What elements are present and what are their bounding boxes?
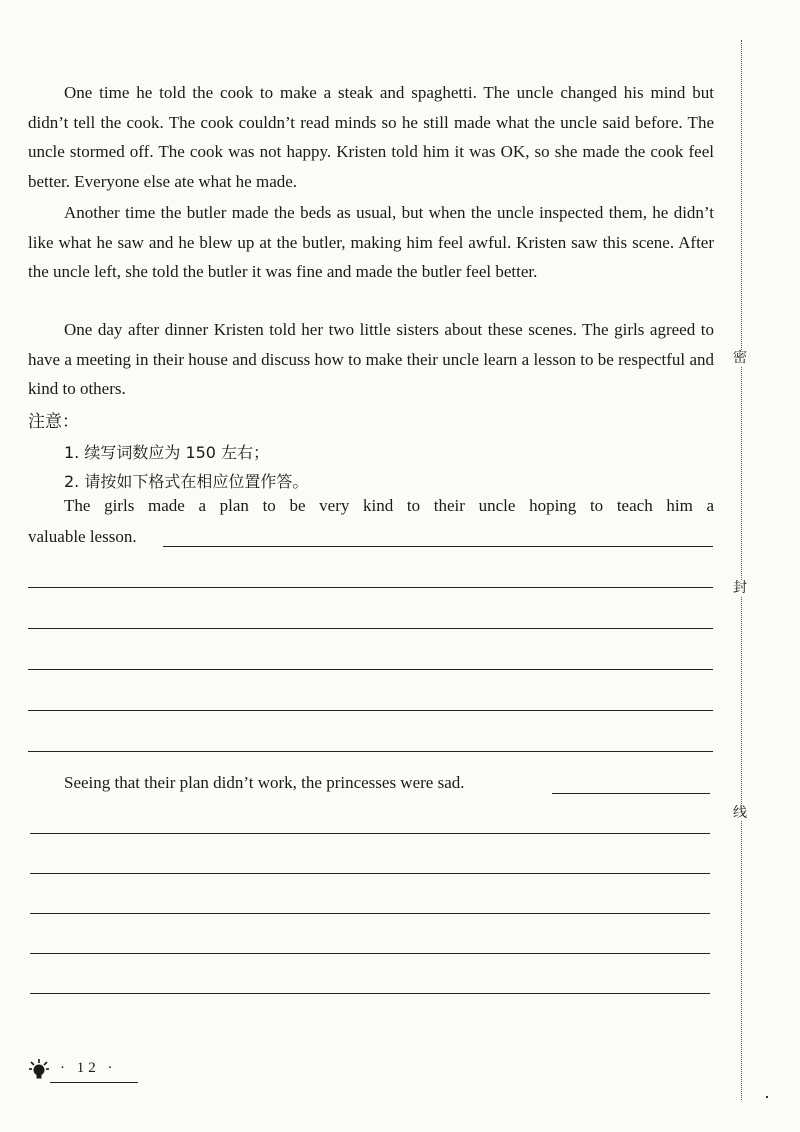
margin-seal-char: 线 [733,805,747,821]
margin-seal-char: 封 [733,580,747,596]
answer-line[interactable] [552,793,710,794]
prompt-first-line1: The girls made a plan to be very kind to their uncle hoping to teach him a [64,496,714,515]
answer-line[interactable] [163,546,713,547]
answer-line[interactable] [28,710,713,711]
paragraph-cook: One time he told the cook to make a steak and spaghetti. The uncle changed his mind but didn’t tell the cook. The cook couldn’t read minds so he still made what the uncle said before. The uncle stormed off. The cook was not happy. Kristen told him it was OK, so she made the cook feel better. Everyone else ate what he made. [28,83,714,191]
answer-line[interactable] [28,628,713,629]
margin-seal-char: 密 [733,350,747,366]
page-number-underline [50,1082,138,1083]
prompt-first-line2: valuable lesson. [28,527,137,546]
paragraph-sisters: One day after dinner Kristen told her two little sisters about these scenes. The girls agreed to have a meeting in their house and discuss how to make their uncle learn a lesson to be respectful and kind to others. [28,320,714,398]
answer-line[interactable] [28,669,713,670]
prompt-second: Seeing that their plan didn’t work, the princesses were sad. [64,773,465,792]
scan-dot [766,1096,768,1098]
binding-dotted-line [741,40,742,1100]
notes-title: 注意： [28,412,79,432]
note-word-count: 1. 续写词数应为 150 左右； [64,443,270,462]
lamp-icon [28,1058,50,1080]
answer-line[interactable] [30,833,710,834]
answer-line[interactable] [28,587,713,588]
answer-line[interactable] [30,993,710,994]
note-format: 2. 请按如下格式在相应位置作答。 [64,472,309,491]
paragraph-butler: Another time the butler made the beds as usual, but when the uncle inspected them, he didn’t like what he saw and he blew up at the butler, making him feel awful. Kristen saw this scene. After the uncle left, she told the butler it was fine and made the butler feel better. [28,203,714,281]
page-number: · 12 · [60,1060,117,1076]
answer-line[interactable] [30,873,710,874]
answer-line[interactable] [30,953,710,954]
answer-line[interactable] [28,751,713,752]
answer-line[interactable] [30,913,710,914]
